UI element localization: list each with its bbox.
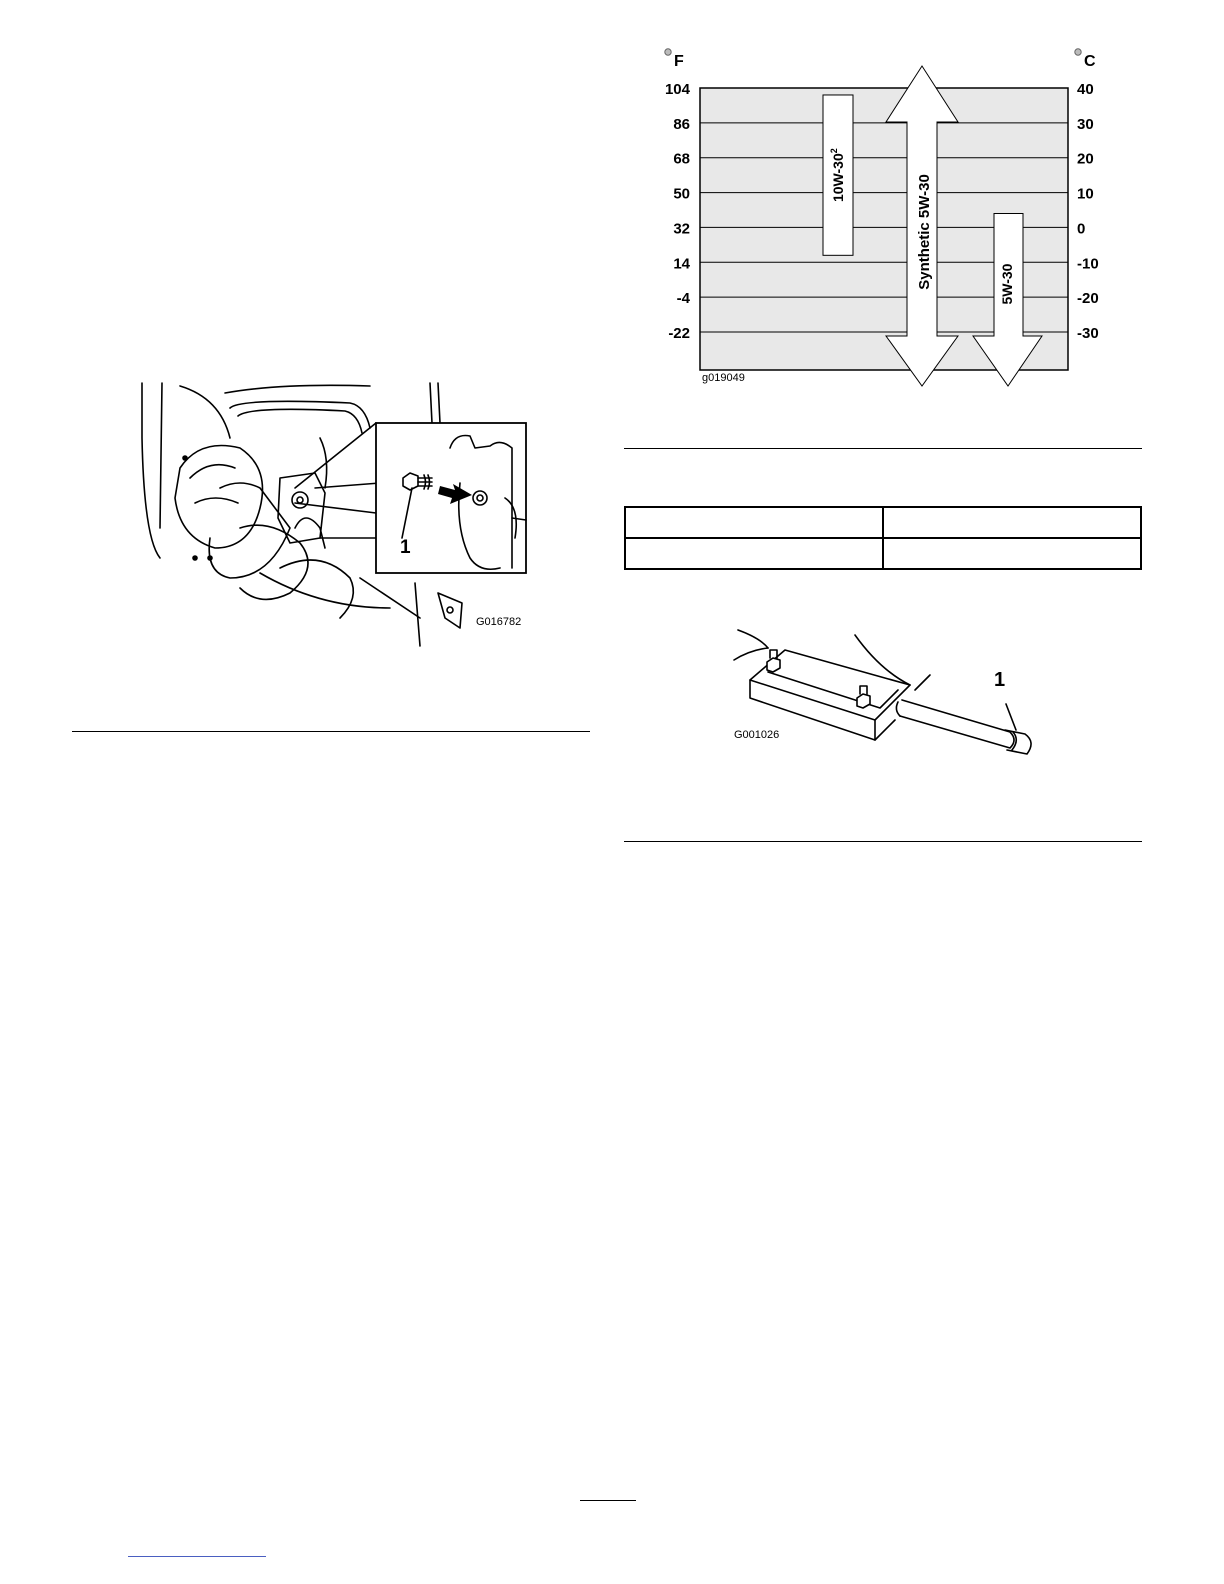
5w30-label: 5W-30: [999, 263, 1015, 305]
table-row: [625, 507, 1141, 538]
celsius-tick-label: 20: [1077, 150, 1094, 168]
chart-figure-code: g019049: [702, 372, 745, 384]
table-cell: [883, 507, 1141, 538]
table-cell: [625, 538, 883, 569]
section-divider-right-1: [624, 448, 1142, 449]
fahrenheit-tick-label: 14: [673, 255, 690, 273]
bar-10w30: [823, 95, 853, 255]
fahrenheit-tick-label: 32: [673, 220, 690, 238]
celsius-tick-label: 40: [1077, 81, 1094, 98]
celsius-tick-label: 0: [1077, 220, 1086, 238]
fahrenheit-unit-label: F: [674, 53, 684, 70]
degree-c-icon: [1075, 49, 1081, 55]
bar-10w30-label: $10W-30^2$: [829, 148, 846, 203]
fahrenheit-tick-label: 50: [673, 185, 690, 203]
engine-callout-1: 1: [400, 537, 411, 558]
fahrenheit-tick-label: -4: [676, 290, 690, 308]
engine-oil-plug-figure: [120, 378, 540, 648]
oil-viscosity-chart: [640, 40, 1120, 400]
celsius-tick-label: -10: [1077, 255, 1099, 273]
fahrenheit-tick-label: 68: [673, 150, 690, 168]
drain-callout-1: 1: [994, 669, 1006, 691]
fahrenheit-tick-label: 104: [664, 81, 690, 98]
table-cell: [625, 507, 883, 538]
degree-f-icon: [665, 49, 671, 55]
celsius-tick-label: -30: [1077, 325, 1099, 342]
section-divider-left: [72, 731, 590, 732]
specification-table: [624, 506, 1142, 570]
celsius-tick-label: -20: [1077, 290, 1099, 308]
footer-link-underline[interactable]: [128, 1556, 266, 1557]
celsius-tick-label: 10: [1077, 185, 1094, 203]
synthetic-5w30-label: Synthetic 5W-30: [916, 174, 933, 290]
drain-figure-code: G001026: [734, 729, 780, 741]
celsius-tick-label: 30: [1077, 115, 1094, 133]
page-number-rule: [580, 1500, 636, 1501]
celsius-unit-label: C: [1084, 53, 1096, 70]
engine-figure-code: G016782: [476, 616, 522, 628]
oil-drain-figure: [720, 620, 1050, 770]
fahrenheit-tick-label: 86: [673, 115, 690, 133]
fahrenheit-tick-label: -22: [668, 325, 690, 342]
section-divider-right-2: [624, 841, 1142, 842]
table-cell: [883, 538, 1141, 569]
table-row: [625, 538, 1141, 569]
